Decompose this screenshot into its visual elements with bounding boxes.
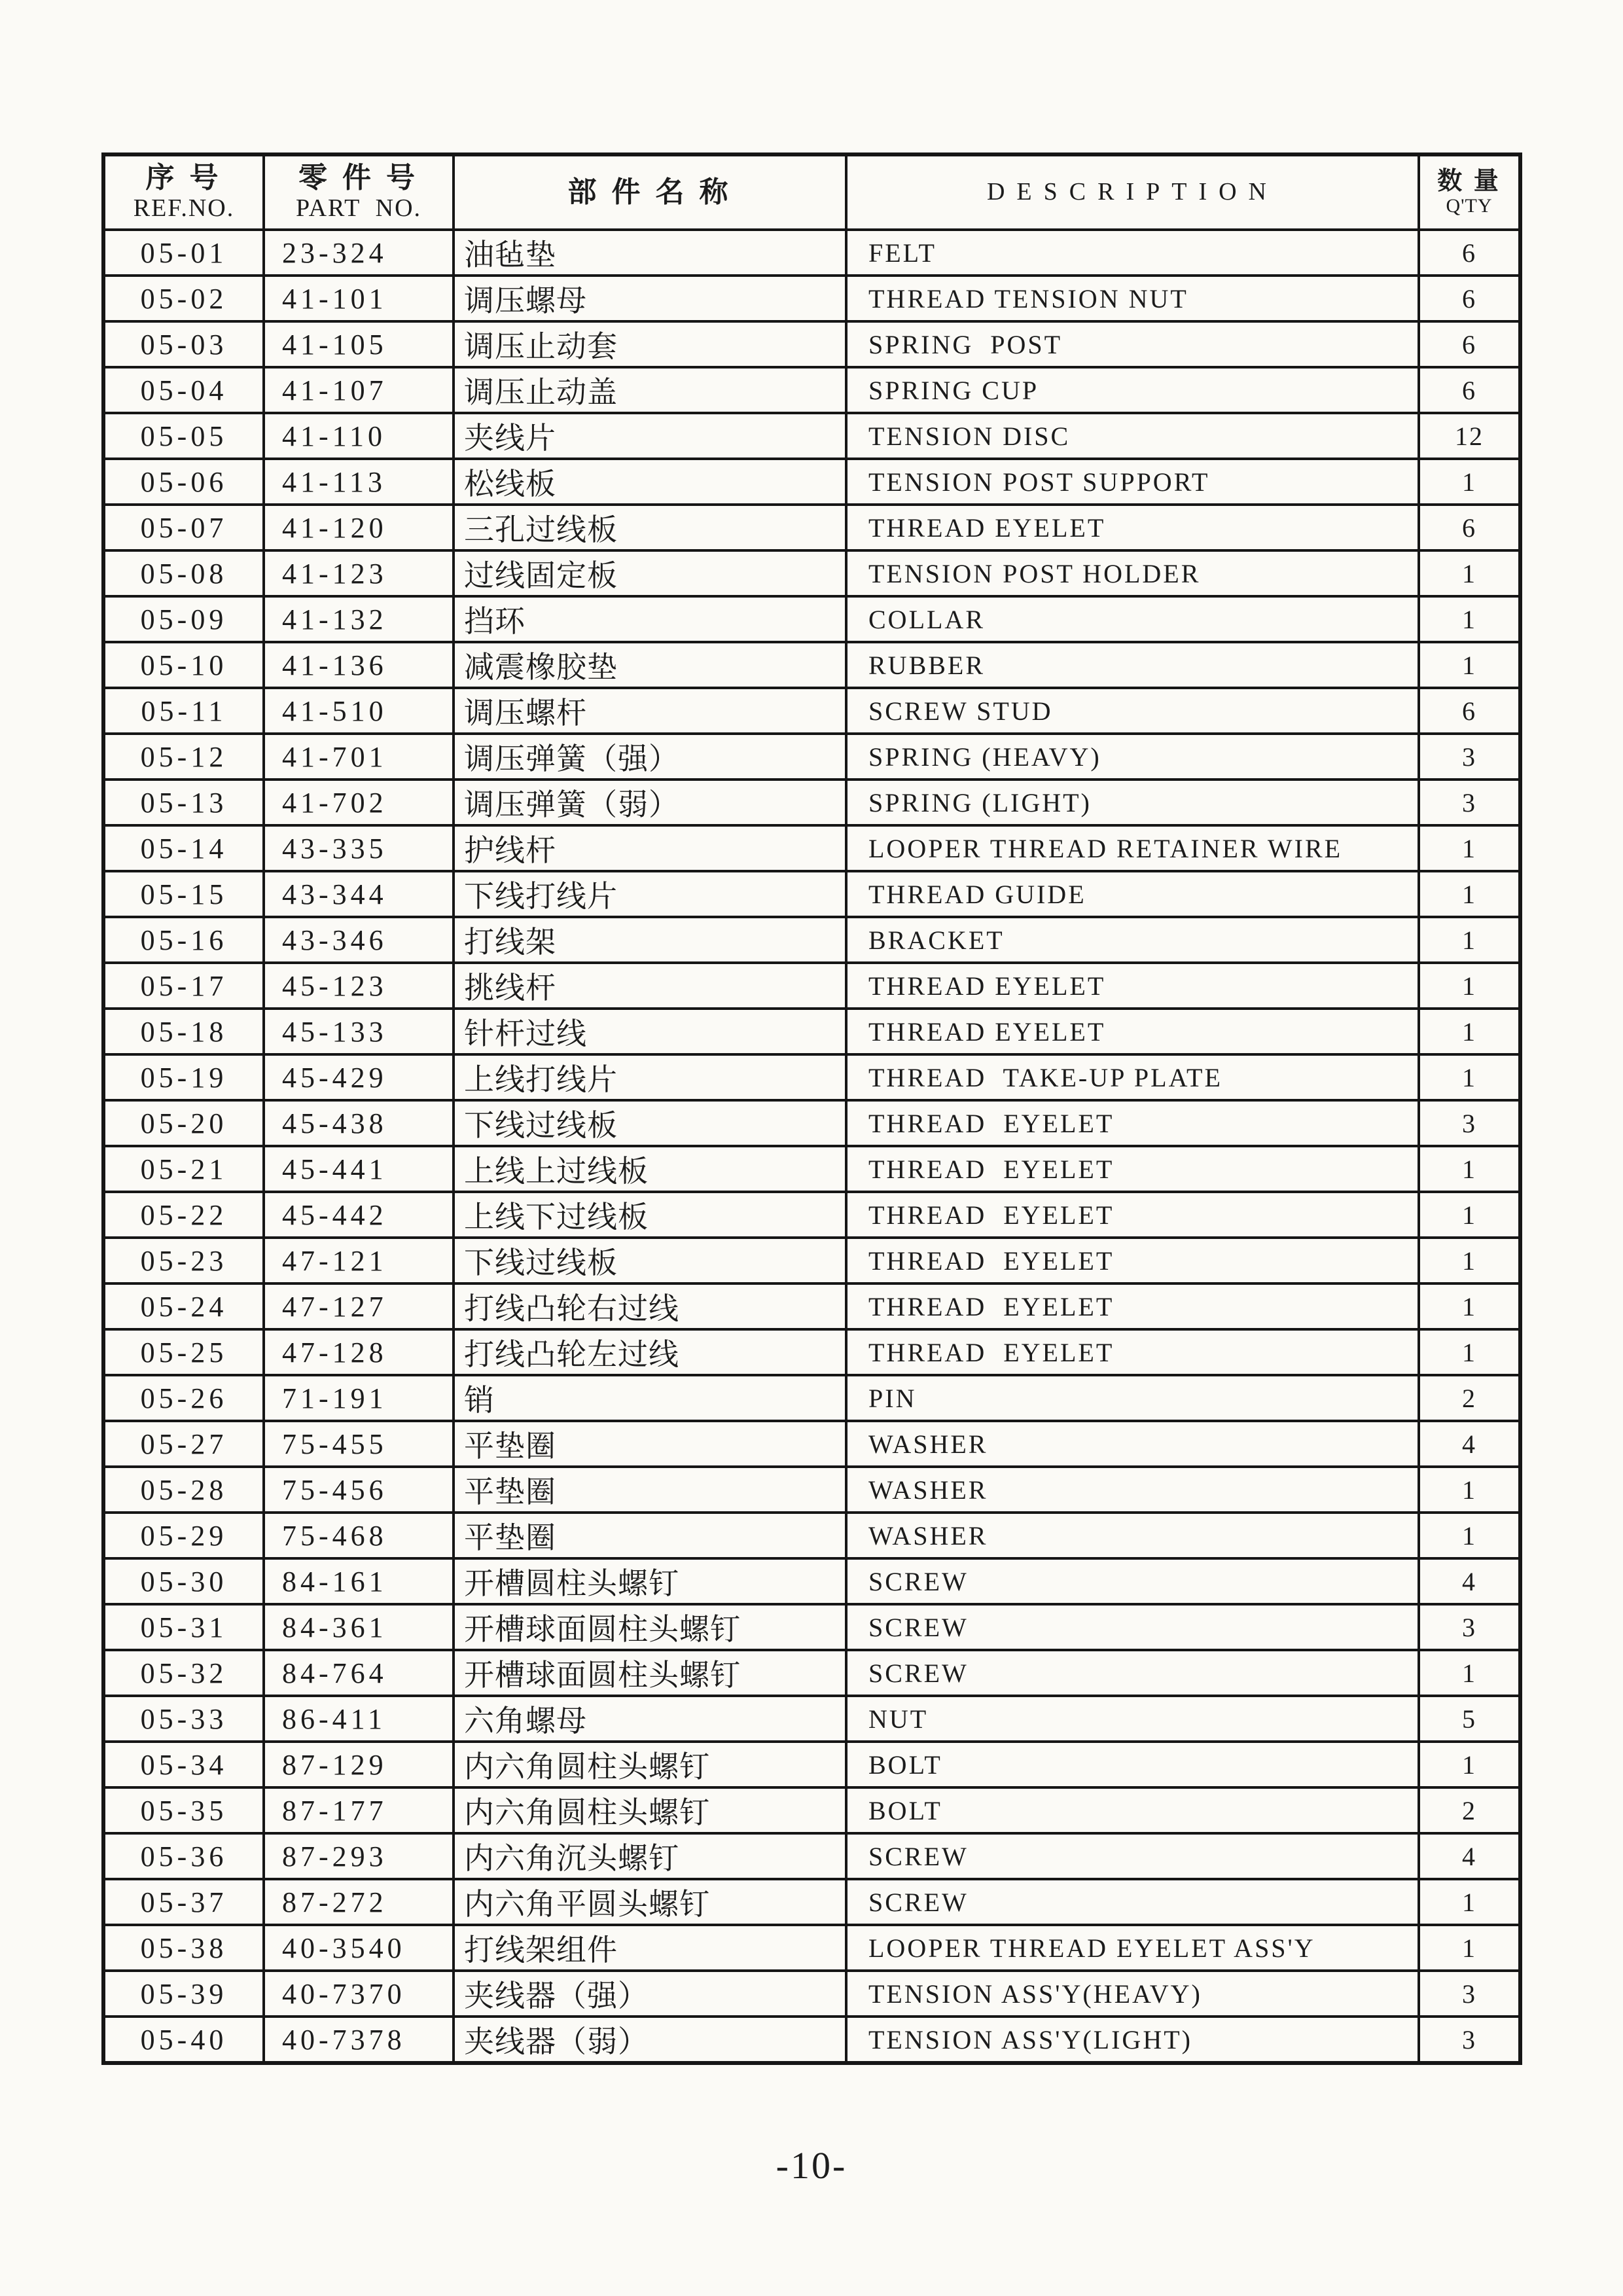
table-row (103, 1787, 1520, 1833)
ref-no-cell: 05-38 (103, 1925, 264, 1971)
qty-cell: 1 (1419, 1329, 1520, 1375)
qty-cell: 1 (1419, 917, 1520, 963)
qty-cell: 1 (1419, 1879, 1520, 1925)
description-cell: NUT (846, 1696, 1419, 1742)
ref-no-cell: 05-23 (103, 1238, 264, 1283)
part-no-cell: 41-136 (264, 642, 454, 688)
table-row (103, 321, 1520, 367)
qty-cell: 4 (1419, 1833, 1520, 1879)
part-no-header (264, 154, 454, 230)
description-cell: RUBBER (846, 642, 1419, 688)
table-row (103, 917, 1520, 963)
description-cell: WASHER (846, 1513, 1419, 1558)
part-no-header-zh: 零 件 号 (298, 161, 419, 194)
ref-no-cell: 05-20 (103, 1100, 264, 1146)
ref-no-cell: 05-22 (103, 1192, 264, 1238)
table-row (103, 1833, 1520, 1879)
qty-cell: 6 (1419, 276, 1520, 321)
ref-no-header-en: REF.NO. (133, 194, 235, 223)
qty-cell: 1 (1419, 1925, 1520, 1971)
ref-no-header-zh: 序 号 (145, 161, 223, 194)
part-no-cell: 84-161 (264, 1558, 454, 1604)
table-row (103, 780, 1520, 825)
description-cell: SCREW (846, 1650, 1419, 1696)
ref-no-cell: 05-17 (103, 963, 264, 1009)
part-no-header-en: PART NO. (295, 194, 422, 223)
qty-cell: 1 (1419, 1054, 1520, 1100)
qty-cell: 3 (1419, 1100, 1520, 1146)
ref-no-cell: 05-03 (103, 321, 264, 367)
part-no-cell: 41-110 (264, 413, 454, 459)
qty-cell: 3 (1419, 1604, 1520, 1650)
description-cell: THREAD TENSION NUT (846, 276, 1419, 321)
table-row (103, 1558, 1520, 1604)
part-name-cell: 上线上过线板 (454, 1146, 846, 1192)
part-name-cell: 过线固定板 (454, 550, 846, 596)
qty-cell: 1 (1419, 1192, 1520, 1238)
part-name-cell: 三孔过线板 (454, 505, 846, 550)
part-no-cell: 45-442 (264, 1192, 454, 1238)
part-no-cell: 41-120 (264, 505, 454, 550)
description-cell: THREAD EYELET (846, 963, 1419, 1009)
part-no-cell: 84-764 (264, 1650, 454, 1696)
table-row (103, 1604, 1520, 1650)
parts-table (101, 152, 1522, 2065)
table-row (103, 1375, 1520, 1421)
table-row (103, 1650, 1520, 1696)
qty-cell: 1 (1419, 1742, 1520, 1787)
table-row (103, 1100, 1520, 1146)
description-cell: TENSION POST SUPPORT (846, 459, 1419, 505)
part-no-cell: 47-127 (264, 1283, 454, 1329)
ref-no-cell: 05-12 (103, 734, 264, 780)
ref-no-cell: 05-04 (103, 367, 264, 413)
description-cell: BOLT (846, 1742, 1419, 1787)
description-header (846, 154, 1419, 230)
part-no-cell: 43-335 (264, 825, 454, 871)
table-row (103, 734, 1520, 780)
table-row (103, 825, 1520, 871)
description-cell: LOOPER THREAD EYELET ASS'Y (846, 1925, 1419, 1971)
part-name-cell: 平垫圈 (454, 1421, 846, 1467)
description-cell: PIN (846, 1375, 1419, 1421)
part-no-cell: 43-346 (264, 917, 454, 963)
description-cell: THREAD EYELET (846, 1238, 1419, 1283)
part-no-cell: 40-7378 (264, 2017, 454, 2063)
ref-no-cell: 05-32 (103, 1650, 264, 1696)
ref-no-cell: 05-40 (103, 2017, 264, 2063)
table-row (103, 642, 1520, 688)
part-no-cell: 45-133 (264, 1009, 454, 1054)
description-cell: TENSION ASS'Y(HEAVY) (846, 1971, 1419, 2017)
qty-cell: 6 (1419, 367, 1520, 413)
qty-cell: 1 (1419, 825, 1520, 871)
part-name-cell: 开槽圆柱头螺钉 (454, 1558, 846, 1604)
description-cell: THREAD EYELET (846, 1192, 1419, 1238)
ref-no-cell: 05-10 (103, 642, 264, 688)
qty-cell: 6 (1419, 505, 1520, 550)
ref-no-cell: 05-07 (103, 505, 264, 550)
ref-no-cell: 05-31 (103, 1604, 264, 1650)
description-cell: SPRING CUP (846, 367, 1419, 413)
part-name-cell: 内六角圆柱头螺钉 (454, 1742, 846, 1787)
qty-cell: 1 (1419, 1513, 1520, 1558)
qty-cell: 4 (1419, 1421, 1520, 1467)
ref-no-cell: 05-36 (103, 1833, 264, 1879)
table-row (103, 1925, 1520, 1971)
ref-no-cell: 05-05 (103, 413, 264, 459)
part-no-cell: 41-123 (264, 550, 454, 596)
table-row (103, 596, 1520, 642)
part-name-cell: 打线凸轮右过线 (454, 1283, 846, 1329)
page-number: -10- (776, 2144, 847, 2187)
table-row (103, 550, 1520, 596)
table-row (103, 1879, 1520, 1925)
ref-no-cell: 05-21 (103, 1146, 264, 1192)
qty-cell: 3 (1419, 1971, 1520, 2017)
part-name-cell: 调压止动盖 (454, 367, 846, 413)
part-no-cell: 41-510 (264, 688, 454, 734)
part-name-cell: 挑线杆 (454, 963, 846, 1009)
ref-no-cell: 05-30 (103, 1558, 264, 1604)
ref-no-cell: 05-06 (103, 459, 264, 505)
part-no-cell: 45-123 (264, 963, 454, 1009)
header-row (103, 154, 1520, 230)
description-cell: SCREW (846, 1833, 1419, 1879)
part-name-cell: 上线打线片 (454, 1054, 846, 1100)
description-cell: TENSION ASS'Y(LIGHT) (846, 2017, 1419, 2063)
parts-table-body (103, 230, 1520, 2063)
ref-no-cell: 05-13 (103, 780, 264, 825)
description-cell: THREAD EYELET (846, 1329, 1419, 1375)
part-name-cell: 下线过线板 (454, 1238, 846, 1283)
ref-no-cell: 05-33 (103, 1696, 264, 1742)
part-name-cell: 下线过线板 (454, 1100, 846, 1146)
part-name-cell: 减震橡胶垫 (454, 642, 846, 688)
part-no-cell: 47-128 (264, 1329, 454, 1375)
ref-no-cell: 05-19 (103, 1054, 264, 1100)
part-no-cell: 41-101 (264, 276, 454, 321)
ref-no-cell: 05-27 (103, 1421, 264, 1467)
table-row (103, 1009, 1520, 1054)
part-name-cell: 调压弹簧（强） (454, 734, 846, 780)
description-cell: SCREW (846, 1879, 1419, 1925)
table-row (103, 1329, 1520, 1375)
qty-cell: 4 (1419, 1558, 1520, 1604)
description-cell: TENSION DISC (846, 413, 1419, 459)
part-no-cell: 23-324 (264, 230, 454, 276)
ref-no-cell: 05-39 (103, 1971, 264, 2017)
qty-cell: 1 (1419, 1009, 1520, 1054)
ref-no-cell: 05-09 (103, 596, 264, 642)
ref-no-cell: 05-35 (103, 1787, 264, 1833)
description-cell: SPRING (HEAVY) (846, 734, 1419, 780)
part-no-cell: 41-113 (264, 459, 454, 505)
table-row (103, 367, 1520, 413)
table-row (103, 1513, 1520, 1558)
part-name-cell: 六角螺母 (454, 1696, 846, 1742)
qty-cell: 1 (1419, 459, 1520, 505)
ref-no-cell: 05-25 (103, 1329, 264, 1375)
part-name-cell: 调压螺杆 (454, 688, 846, 734)
qty-header-en: Q'TY (1446, 195, 1493, 217)
table-row (103, 1696, 1520, 1742)
ref-no-cell: 05-14 (103, 825, 264, 871)
part-no-cell: 41-702 (264, 780, 454, 825)
description-cell: BOLT (846, 1787, 1419, 1833)
part-no-cell: 87-272 (264, 1879, 454, 1925)
ref-no-cell: 05-01 (103, 230, 264, 276)
table-row (103, 688, 1520, 734)
part-no-cell: 40-7370 (264, 1971, 454, 2017)
part-name-cell: 打线凸轮左过线 (454, 1329, 846, 1375)
part-name-cell: 调压止动套 (454, 321, 846, 367)
part-name-cell: 打线架 (454, 917, 846, 963)
description-cell: SCREW (846, 1604, 1419, 1650)
part-no-cell: 45-441 (264, 1146, 454, 1192)
qty-header (1419, 154, 1520, 230)
description-cell: SCREW STUD (846, 688, 1419, 734)
part-name-cell: 调压螺母 (454, 276, 846, 321)
qty-cell: 1 (1419, 642, 1520, 688)
part-no-cell: 71-191 (264, 1375, 454, 1421)
part-no-cell: 75-456 (264, 1467, 454, 1513)
part-name-cell: 针杆过线 (454, 1009, 846, 1054)
qty-cell: 1 (1419, 1467, 1520, 1513)
description-cell: THREAD TAKE-UP PLATE (846, 1054, 1419, 1100)
qty-cell: 6 (1419, 688, 1520, 734)
part-name-cell: 松线板 (454, 459, 846, 505)
table-row (103, 1742, 1520, 1787)
table-row (103, 871, 1520, 917)
part-no-cell: 86-411 (264, 1696, 454, 1742)
part-no-cell: 87-129 (264, 1742, 454, 1787)
description-cell: SCREW (846, 1558, 1419, 1604)
qty-header-zh: 数 量 (1437, 167, 1501, 195)
part-no-cell: 87-293 (264, 1833, 454, 1879)
qty-cell: 1 (1419, 550, 1520, 596)
parts-table-header (103, 154, 1520, 230)
qty-cell: 2 (1419, 1787, 1520, 1833)
ref-no-cell: 05-26 (103, 1375, 264, 1421)
qty-cell: 3 (1419, 2017, 1520, 2063)
part-no-cell: 87-177 (264, 1787, 454, 1833)
qty-cell: 1 (1419, 1146, 1520, 1192)
part-no-cell: 45-429 (264, 1054, 454, 1100)
description-cell: SPRING POST (846, 321, 1419, 367)
part-no-cell: 47-121 (264, 1238, 454, 1283)
part-no-cell: 75-468 (264, 1513, 454, 1558)
ref-no-cell: 05-37 (103, 1879, 264, 1925)
table-row (103, 963, 1520, 1009)
description-cell: TENSION POST HOLDER (846, 550, 1419, 596)
ref-no-cell: 05-11 (103, 688, 264, 734)
part-name-cell: 护线杆 (454, 825, 846, 871)
part-name-cell: 平垫圈 (454, 1513, 846, 1558)
description-header-en: DESCRIPTION (986, 178, 1279, 206)
table-row (103, 459, 1520, 505)
description-cell: SPRING (LIGHT) (846, 780, 1419, 825)
part-no-cell: 40-3540 (264, 1925, 454, 1971)
ref-no-header (103, 154, 264, 230)
description-cell: THREAD EYELET (846, 1146, 1419, 1192)
part-name-cell: 打线架组件 (454, 1925, 846, 1971)
part-name-cell: 夹线片 (454, 413, 846, 459)
qty-cell: 6 (1419, 230, 1520, 276)
description-cell: COLLAR (846, 596, 1419, 642)
table-row (103, 1467, 1520, 1513)
table-row (103, 413, 1520, 459)
description-cell: THREAD GUIDE (846, 871, 1419, 917)
part-no-cell: 41-132 (264, 596, 454, 642)
description-cell: WASHER (846, 1421, 1419, 1467)
qty-cell: 1 (1419, 963, 1520, 1009)
ref-no-cell: 05-34 (103, 1742, 264, 1787)
qty-cell: 2 (1419, 1375, 1520, 1421)
table-row (103, 2017, 1520, 2063)
part-no-cell: 75-455 (264, 1421, 454, 1467)
qty-cell: 6 (1419, 321, 1520, 367)
part-name-cell: 油毡垫 (454, 230, 846, 276)
ref-no-cell: 05-29 (103, 1513, 264, 1558)
part-name-cell: 调压弹簧（弱） (454, 780, 846, 825)
part-name-cell: 平垫圈 (454, 1467, 846, 1513)
table-row (103, 230, 1520, 276)
description-cell: THREAD EYELET (846, 1100, 1419, 1146)
qty-cell: 1 (1419, 1238, 1520, 1283)
ref-no-cell: 05-18 (103, 1009, 264, 1054)
qty-cell: 1 (1419, 1650, 1520, 1696)
table-row (103, 1146, 1520, 1192)
table-row (103, 505, 1520, 550)
table-row (103, 276, 1520, 321)
part-name-cell: 内六角圆柱头螺钉 (454, 1787, 846, 1833)
table-row (103, 1238, 1520, 1283)
part-name-cell: 夹线器（弱） (454, 2017, 846, 2063)
part-name-cell: 下线打线片 (454, 871, 846, 917)
part-no-cell: 43-344 (264, 871, 454, 917)
part-name-header-zh: 部 件 名 称 (567, 175, 732, 208)
ref-no-cell: 05-28 (103, 1467, 264, 1513)
description-cell: FELT (846, 230, 1419, 276)
part-name-cell: 挡环 (454, 596, 846, 642)
description-cell: THREAD EYELET (846, 1283, 1419, 1329)
qty-cell: 1 (1419, 1283, 1520, 1329)
part-no-cell: 41-105 (264, 321, 454, 367)
ref-no-cell: 05-15 (103, 871, 264, 917)
part-name-header (454, 154, 846, 230)
part-name-cell: 内六角沉头螺钉 (454, 1833, 846, 1879)
description-cell: LOOPER THREAD RETAINER WIRE (846, 825, 1419, 871)
qty-cell: 12 (1419, 413, 1520, 459)
part-name-cell: 开槽球面圆柱头螺钉 (454, 1650, 846, 1696)
part-name-cell: 开槽球面圆柱头螺钉 (454, 1604, 846, 1650)
qty-cell: 1 (1419, 871, 1520, 917)
ref-no-cell: 05-08 (103, 550, 264, 596)
description-cell: BRACKET (846, 917, 1419, 963)
ref-no-cell: 05-16 (103, 917, 264, 963)
part-no-cell: 45-438 (264, 1100, 454, 1146)
qty-cell: 5 (1419, 1696, 1520, 1742)
ref-no-cell: 05-24 (103, 1283, 264, 1329)
description-cell: WASHER (846, 1467, 1419, 1513)
part-name-cell: 销 (454, 1375, 846, 1421)
part-no-cell: 41-701 (264, 734, 454, 780)
part-name-cell: 内六角平圆头螺钉 (454, 1879, 846, 1925)
table-row (103, 1054, 1520, 1100)
description-cell: THREAD EYELET (846, 1009, 1419, 1054)
part-name-cell: 上线下过线板 (454, 1192, 846, 1238)
description-cell: THREAD EYELET (846, 505, 1419, 550)
table-row (103, 1283, 1520, 1329)
ref-no-cell: 05-02 (103, 276, 264, 321)
table-row (103, 1421, 1520, 1467)
qty-cell: 1 (1419, 596, 1520, 642)
table-row (103, 1971, 1520, 2017)
part-no-cell: 84-361 (264, 1604, 454, 1650)
table-row (103, 1192, 1520, 1238)
part-name-cell: 夹线器（强） (454, 1971, 846, 2017)
part-no-cell: 41-107 (264, 367, 454, 413)
qty-cell: 3 (1419, 734, 1520, 780)
qty-cell: 3 (1419, 780, 1520, 825)
